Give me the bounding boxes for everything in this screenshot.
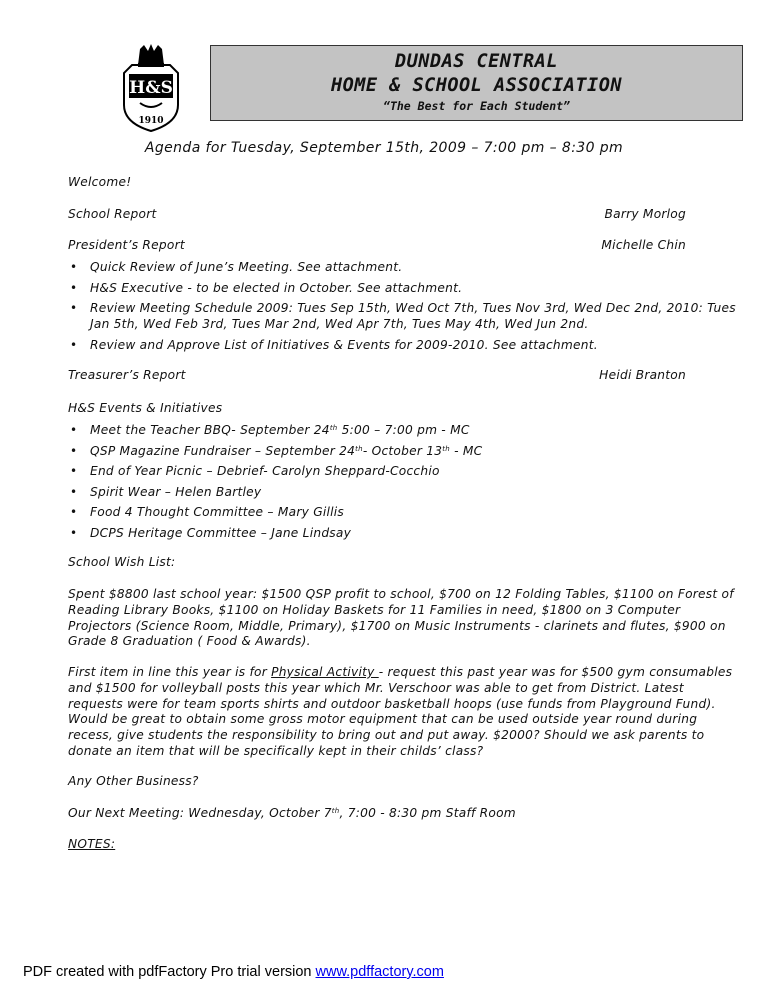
header-line-2: HOME & SCHOOL ASSOCIATION xyxy=(331,75,622,96)
event-sup: th xyxy=(329,424,338,432)
notes-label: NOTES: xyxy=(68,837,116,851)
list-item xyxy=(68,443,736,459)
list-item: • Review and Approve List of Initiatives & Events for 2009-2010. See attachment. xyxy=(68,337,736,353)
list-item: • H&S Executive - to be elected in October. See attachment. xyxy=(68,280,736,296)
presidents-report-person: Michelle Chin xyxy=(601,238,686,252)
welcome: Welcome! xyxy=(68,175,132,189)
next-meeting-sup: th xyxy=(331,807,340,815)
list-item: • Food 4 Thought Committee – Mary Gillis xyxy=(68,504,736,520)
list-item: • Spirit Wear – Helen Bartley xyxy=(68,484,736,500)
events-list xyxy=(68,422,736,545)
event-text: 5:00 – 7:00 pm - MC xyxy=(337,423,470,437)
treasurers-report-person: Heidi Branton xyxy=(599,368,686,382)
presidents-report-list xyxy=(68,259,736,357)
header-tagline: “The Best for Each Student” xyxy=(383,99,570,113)
notes-heading xyxy=(68,837,115,851)
event-text: - October 13 xyxy=(362,443,443,458)
wish-list-first-item xyxy=(68,665,740,760)
list-item: • End of Year Picnic – Debrief- Carolyn Sheppard-Cocchio xyxy=(68,463,736,479)
paragraph-text: First item in line this year is for xyxy=(68,665,272,679)
wish-list-label: School Wish List: xyxy=(68,555,176,569)
next-meeting-text: , 7:00 - 8:30 pm Staff Room xyxy=(339,806,516,820)
pdffactory-link[interactable]: www.pdffactory.com xyxy=(315,964,444,980)
header-box xyxy=(210,45,743,121)
pdf-footer xyxy=(23,964,444,980)
event-text: QSP Magazine Fundraiser – September 24 xyxy=(90,443,356,458)
paragraph-text: - request this past year was for $500 gym consumables and $1500 for volleyball posts this year which Mr. Verschoor was able to get from District. Latest requests were for team sports shirts and outdoor basketball hoops (use funds from Playground Fund). Would be great to obtain some gross motor equipment that can be used outside year round during recess, give students the responsibility to bring out and put away. $2000? Should we ask parents to donate an item that will be specifically kept in their childs’ class? xyxy=(68,665,733,758)
logo-year: 1910 xyxy=(138,116,164,126)
wish-list-spent: Spent $8800 last school year: $1500 QSP profit to school, $700 on 12 Folding Tables, $1100 on Forest of Reading Library Books, $1100 on Holiday Baskets for 11 Families in need, $1800 on 3 Computer Projectors (Science Room, Middle, Primary), $1700 on Music Instruments - clarinets and flutes, $900 on Grade 8 Graduation ( Food & Awards). xyxy=(68,587,734,649)
event-sup: th xyxy=(442,444,450,453)
footer-text: PDF created with pdfFactory Pro trial version xyxy=(23,964,316,980)
event-sup: th xyxy=(355,444,363,453)
school-report-person: Barry Morlog xyxy=(604,207,686,221)
event-text: Meet the Teacher BBQ- September 24 xyxy=(90,423,330,437)
next-meeting-text: Our Next Meeting: Wednesday, October 7 xyxy=(68,806,332,820)
events-label: H&S Events & Initiatives xyxy=(68,401,223,415)
agenda-title: Agenda for Tuesday, September 15th, 2009 – 7:00 pm – 8:30 pm xyxy=(144,140,624,156)
other-business: Any Other Business? xyxy=(68,774,199,788)
next-meeting xyxy=(68,806,516,820)
list-item: • Quick Review of June’s Meeting. See attachment. xyxy=(68,259,736,275)
list-item: • DCPS Heritage Committee – Jane Lindsay xyxy=(68,525,736,541)
logo-text: H&S xyxy=(129,78,173,98)
physical-activity-underlined: Physical Activity xyxy=(271,665,379,679)
event-text: - MC xyxy=(449,443,483,458)
hs-crest-logo xyxy=(120,43,182,133)
list-item xyxy=(68,422,736,438)
presidents-report-label: President’s Report xyxy=(68,238,185,252)
list-item: • Review Meeting Schedule 2009: Tues Sep 15th, Wed Oct 7th, Tues Nov 3rd, Wed Dec 2nd, 2010: Tues Jan 5th, Wed Feb 3rd, Tues Mar 2nd, Wed Apr 7th, Tues May 4th, Wed Jun 2nd. xyxy=(68,300,736,332)
treasurers-report-label: Treasurer’s Report xyxy=(68,368,186,382)
header-line-1: DUNDAS CENTRAL xyxy=(395,51,558,72)
school-report-label: School Report xyxy=(68,207,157,221)
